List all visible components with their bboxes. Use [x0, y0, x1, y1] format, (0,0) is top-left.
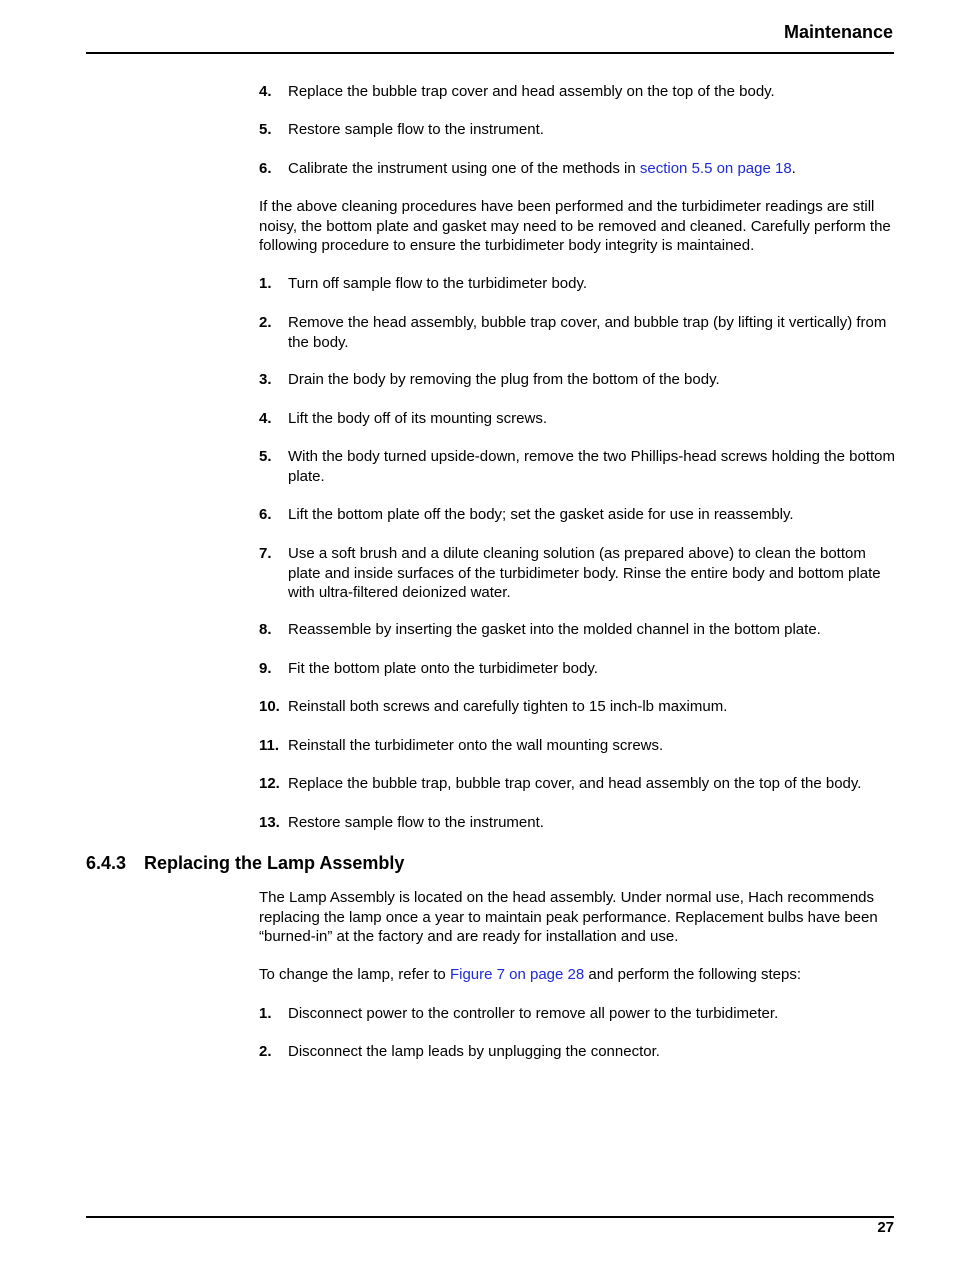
list-item	[259, 313, 895, 352]
step-number: 6.	[259, 160, 272, 177]
figure-link[interactable]: Figure 7 on page 28	[449, 966, 585, 983]
section-title: Replacing the Lamp Assembly	[144, 853, 405, 873]
list-item	[259, 1042, 895, 1062]
list-item	[259, 774, 895, 794]
step-number: 10.	[259, 698, 280, 715]
step-number: 13.	[259, 814, 280, 831]
page-header-title: Maintenance	[783, 22, 893, 42]
page-number: 27	[877, 1219, 894, 1236]
list-item	[259, 82, 895, 102]
step-number: 8.	[259, 621, 272, 638]
step-text: Lift the bottom plate off the body; set the gasket aside for use in reassembly.	[288, 506, 794, 523]
list-item	[259, 544, 895, 603]
section-paragraph-2	[259, 965, 895, 985]
step-text: Replace the bubble trap cover and head assembly on the top of the body.	[288, 83, 775, 100]
step-number: 1.	[259, 1005, 272, 1022]
step-text: Turn off sample flow to the turbidimeter body.	[288, 275, 588, 292]
list-item	[259, 370, 895, 390]
step-number: 6.	[259, 506, 272, 523]
step-text: Disconnect the lamp leads by unplugging the connector.	[288, 1043, 660, 1060]
header-rule	[86, 52, 894, 54]
step-number: 4.	[259, 410, 272, 427]
section-number: 6.4.3	[86, 853, 127, 873]
list-item	[259, 659, 895, 679]
step-text: Reassemble by inserting the gasket into the molded channel in the bottom plate.	[288, 621, 821, 638]
step-text: Lift the body off of its mounting screws.	[288, 410, 548, 427]
step-text: Fit the bottom plate onto the turbidimeter body.	[288, 660, 598, 677]
step-number: 7.	[259, 545, 272, 562]
list-item	[259, 697, 895, 717]
step-text: Reinstall the turbidimeter onto the wall mounting screws.	[288, 737, 664, 754]
list-item	[259, 620, 895, 640]
step-text-after: .	[791, 160, 796, 177]
step-number: 2.	[259, 1043, 272, 1060]
step-number: 11.	[259, 737, 280, 754]
step-text: Restore sample flow to the instrument.	[288, 121, 544, 138]
step-number: 5.	[259, 448, 272, 465]
step-text: Restore sample flow to the instrument.	[288, 814, 544, 831]
list-item	[259, 159, 895, 179]
step-text: Replace the bubble trap, bubble trap cover, and head assembly on the top of the body.	[288, 775, 862, 792]
step-number: 2.	[259, 314, 272, 331]
step-text: Disconnect power to the controller to remove all power to the turbidimeter.	[288, 1005, 779, 1022]
paragraph-text-before: To change the lamp, refer to	[259, 966, 450, 983]
step-number: 5.	[259, 121, 272, 138]
intro-paragraph: If the above cleaning procedures have been performed and the turbidimeter readings are still noisy, the bottom plate and gasket may need to be removed and cleaned. Carefully perform the following procedure to ensure the turbidimeter body integrity is maintained.	[259, 198, 891, 254]
list-item	[259, 409, 895, 429]
list-item	[259, 1004, 895, 1024]
list-item	[259, 505, 895, 525]
step-text: Drain the body by removing the plug from the bottom of the body.	[288, 371, 720, 388]
section-link[interactable]: section 5.5 on page 18	[639, 160, 792, 177]
step-number: 1.	[259, 275, 272, 292]
step-text-before: Calibrate the instrument using one of the methods in	[288, 160, 640, 177]
step-number: 9.	[259, 660, 272, 677]
list-item	[259, 736, 895, 756]
list-item	[259, 813, 895, 833]
list-item	[259, 447, 895, 486]
step-number: 12.	[259, 775, 280, 792]
step-number: 4.	[259, 83, 272, 100]
step-text: With the body turned upside-down, remove the two Phillips-head screws holding the bottom plate.	[288, 448, 895, 485]
footer-rule	[86, 1216, 894, 1218]
list-item	[259, 274, 895, 294]
paragraph-text-after: and perform the following steps:	[584, 966, 802, 983]
step-text	[288, 159, 895, 179]
step-text: Use a soft brush and a dilute cleaning solution (as prepared above) to clean the bottom plate and inside surfaces of the turbidimeter body. Rinse the entire body and bottom plate with ultra-filtered deionized water.	[288, 545, 881, 601]
step-text: Remove the head assembly, bubble trap cover, and bubble trap (by lifting it vertically) from the body.	[288, 314, 887, 351]
step-text: Reinstall both screws and carefully tighten to 15 inch-lb maximum.	[288, 698, 728, 715]
section-paragraph-1: The Lamp Assembly is located on the head assembly. Under normal use, Hach recommends replacing the lamp once a year to maintain peak performance. Replacement bulbs have been “burned-in” at the factory and are ready for installation and use.	[259, 889, 878, 945]
list-item	[259, 120, 895, 140]
step-number: 3.	[259, 371, 272, 388]
section-heading	[86, 853, 404, 874]
